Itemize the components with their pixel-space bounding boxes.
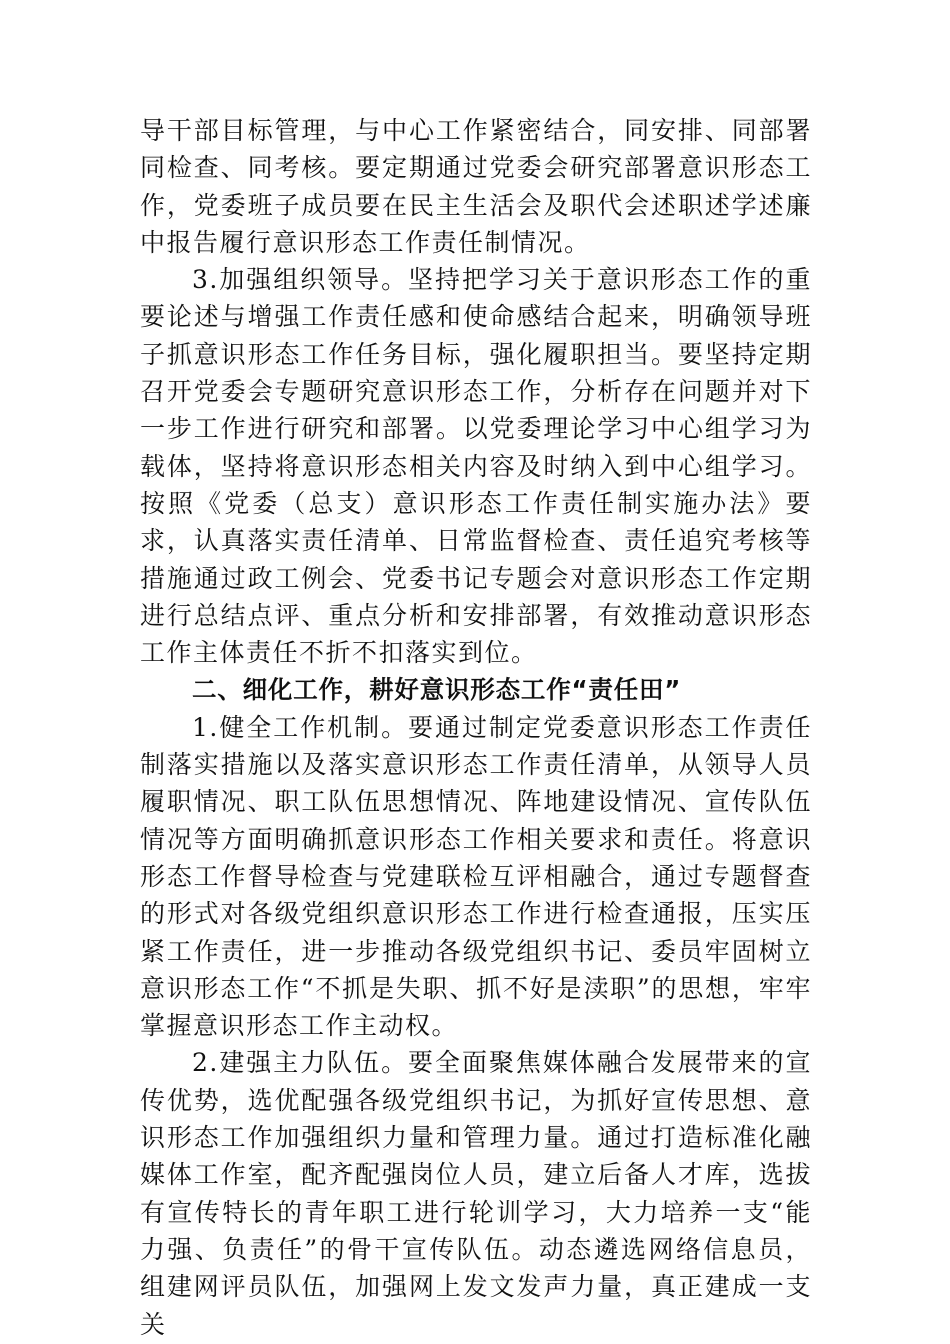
paragraph-continued-intro: 导干部目标管理，与中心工作紧密结合，同安排、同部署同检查、同考核。要定期通过党委会研究部署意识形态工作，党委班子成员要在民主生活会及职代会述职述学述廉中报告履行意识形态工作责任制情况。 — [140, 116, 812, 257]
paragraph-main-team: 2.建强主力队伍。要全面聚焦媒体融合发展带来的宣传优势，选优配强各级党组织书记，为抓好宣传思想、意识形态工作加强组织力量和管理力量。通过打造标准化融媒体工作室，配齐配强岗位人员，建立后备人才库，选拔有宣传特长的青年职工进行轮训学习，大力培养一支“能力强、负责任”的骨干宣传队伍。动态遴选网络信息员，组建网评员队伍，加强网上发文发声力量，真正建成一支关 — [140, 1048, 812, 1339]
paragraph-work-mechanism: 1.健全工作机制。要通过制定党委意识形态工作责任制落实措施以及落实意识形态工作责任清单，从领导人员履职情况、职工队伍思想情况、阵地建设情况、宣传队伍情况等方面明确抓意识形态工作相关要求和责任。将意识形态工作督导检查与党建联检互评相融合，通过专题督查的形式对各级党组织意识形态工作进行检查通报，压实压紧工作责任，进一步推动各级党组织书记、委员牢固树立意识形态工作“不抓是失职、抓不好是渎职”的思想，牢牢掌握意识形态工作主动权。 — [140, 712, 812, 1041]
document-page — [140, 112, 812, 1343]
section-heading-refine-work: 二、细化工作，耕好意识形态工作“责任田” — [192, 675, 682, 705]
paragraph-strengthen-leadership: 3.加强组织领导。坚持把学习关于意识形态工作的重要论述与增强工作责任感和使命感结合起来，明确领导班子抓意识形态工作任务目标，强化履职担当。要坚持定期召开党委会专题研究意识形态工作，分析存在问题并对下一步工作进行研究和部署。以党委理论学习中心组学习为载体，坚持将意识形态相关内容及时纳入到中心组学习。按照《党委（总支）意识形态工作责任制实施办法》要求，认真落实责任清单、日常监督检查、责任追究考核等措施通过政工例会、党委书记专题会对意识形态工作定期进行总结点评、重点分析和安排部署，有效推动意识形态工作主体责任不折不扣落实到位。 — [140, 265, 812, 668]
